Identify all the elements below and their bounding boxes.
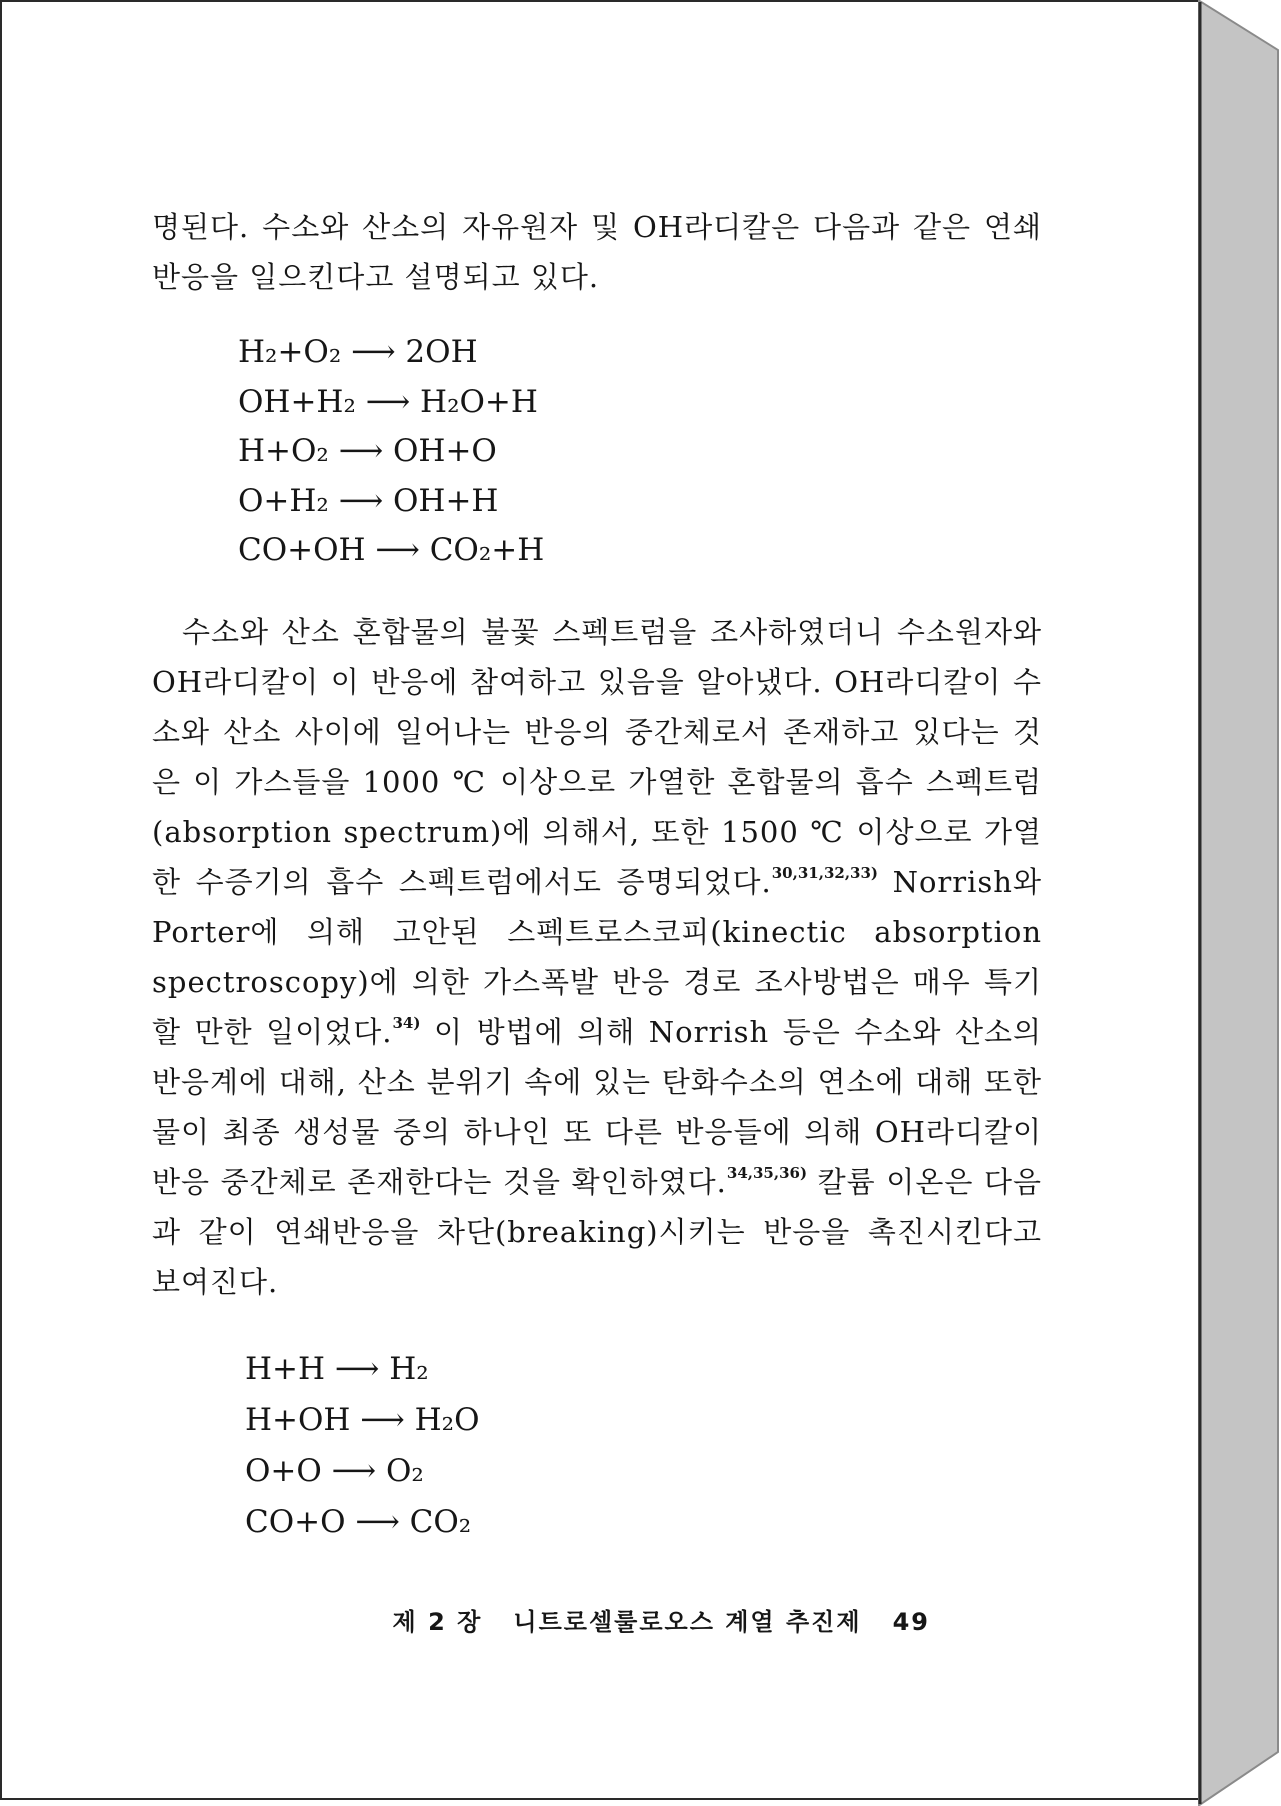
equation: O+O ⟶ O₂ [245,1453,424,1489]
reaction-equations-chain [238,328,544,576]
citation-ref: 34) [392,1014,421,1032]
paragraph-text: 이 방법에 의해 Norrish 등은 수소와 산소의 반응계에 대해, 산소 분위기 속에 있는 탄화수소의 연소에 대해 또한 물이 최종 생성물 중의 하나인 또 다른 반응들에 의해 OH라디칼이 반응 중간체로 존재한다는 것을 확인하였다. [152,1015,1042,1199]
citation-ref: 34,35,36) [726,1164,808,1182]
paragraph-main [152,607,1042,1307]
page-number: 49 [892,1608,930,1636]
paragraph-text: 수소와 산소 혼합물의 불꽃 스펙트럼을 조사하였더니 수소원자와 OH라디칼이 이 반응에 참여하고 있음을 알아냈다. OH라디칼이 수소와 산소 사이에 일어나는 반응의 중간체로서 존재하고 있다는 것은 이 가스들을 1000 ℃ 이상으로 가열한 혼합물의 흡수 스펙트럼(absorption spectrum)에 의해서, 또한 1500 ℃ 이상으로 가열한 수증기의 흡수 스펙트럼에서도 증명되었다. [152,615,1042,899]
equation: CO+OH ⟶ CO₂+H [238,532,545,568]
equation: CO+O ⟶ CO₂ [245,1504,472,1540]
chapter-label: 제 2 장 [392,1608,483,1636]
paragraph-text: Norrish와 Porter에 의해 고안된 스펙트로스코피(kinectic absorption spectroscopy)에 의한 가스폭발 반응 경로 조사방법은 매우 특기할 만한 일이었다. [152,865,1042,1049]
equation: H+H ⟶ H₂ [245,1351,429,1387]
equation: H+O₂ ⟶ OH+O [238,433,497,469]
book-page-stack-edge [1198,0,1281,1806]
paragraph-intro: 명된다. 수소와 산소의 자유원자 및 OH라디칼은 다음과 같은 연쇄반응을 일으킨다고 설명되고 있다. [152,210,1042,294]
equation: O+H₂ ⟶ OH+H [238,482,499,519]
equation: H₂+O₂ ⟶ 2OH [238,334,478,370]
page-footer [393,1602,930,1637]
citation-ref: 30,31,32,33) [771,864,879,882]
paragraph-text: 칼륨 이온은 다음과 같이 연쇄반응을 차단(breaking)시키는 반응을 촉진시킨다고 보여진다. [152,1165,1042,1299]
equation: OH+H₂ ⟶ H₂O+H [238,383,538,420]
chapter-title: 니트로셀룰로오스 계열 추진제 [513,1608,862,1636]
reaction-equations-termination [245,1344,479,1548]
equation: H+OH ⟶ H₂O [245,1402,480,1438]
